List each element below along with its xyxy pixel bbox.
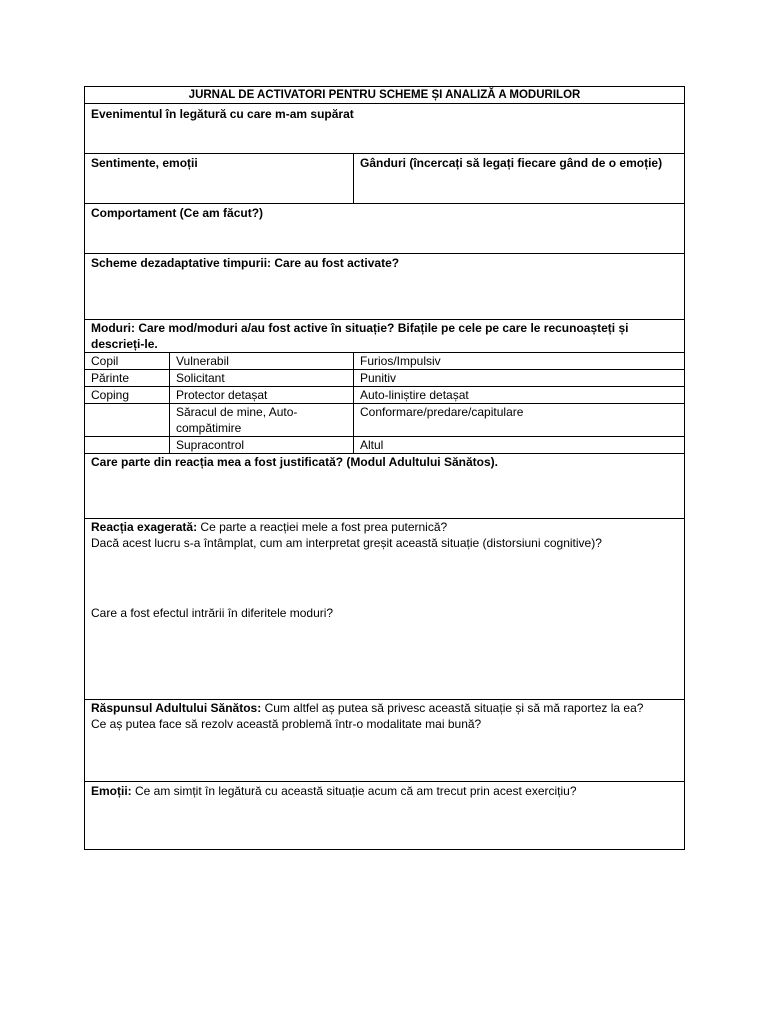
event-label: Evenimentul în legătură cu care m-am supărat: [91, 107, 354, 121]
thoughts-label: Gânduri (încercați să legați fiecare gând de o emoție): [360, 156, 663, 170]
behavior-label: Comportament (Ce am făcut?): [91, 206, 264, 220]
mode-option[interactable]: Auto-liniștire detașat: [354, 387, 685, 404]
emotions-label: Emoții:: [91, 784, 132, 798]
healthy-adult-label: Răspunsul Adultului Sănătos:: [91, 701, 262, 715]
healthy-adult-question-1: Cum altfel aș putea să privesc această situație și să mă raportez la ea?: [261, 701, 644, 715]
behavior-field[interactable]: [85, 204, 685, 254]
thoughts-field[interactable]: [354, 154, 685, 204]
exaggerated-question-2: Dacă acest lucru s-a întâmplat, cum am interpretat greșit această situație (distorsiuni cognitive)?: [91, 536, 602, 550]
schemas-label: Scheme dezadaptative timpurii: Care au fost activate?: [91, 256, 400, 270]
mode-category: Coping: [85, 387, 170, 404]
event-field[interactable]: [85, 104, 685, 154]
mode-option[interactable]: Conformare/predare/capitulare: [354, 404, 685, 437]
justified-label: Care parte din reacția mea a fost justificată? (Modul Adultului Sănătos).: [91, 455, 498, 469]
justified-field[interactable]: [85, 454, 685, 519]
modes-question: Moduri: Care mod/moduri a/au fost active în situație? Bifațile pe cele pe care le recunoașteți și descrieți-le.: [85, 320, 685, 353]
exaggerated-label: Reacția exagerată:: [91, 520, 198, 534]
mode-category: [85, 437, 170, 454]
mode-option[interactable]: Vulnerabil: [170, 353, 354, 370]
exaggerated-reaction-field[interactable]: [85, 519, 685, 700]
mode-option[interactable]: Supracontrol: [170, 437, 354, 454]
emotions-question: Ce am simțit în legătură cu această situație acum că am trecut prin acest exercițiu?: [131, 784, 577, 798]
mode-option[interactable]: Săracul de mine, Auto-compătimire: [170, 404, 354, 437]
mode-option[interactable]: Solicitant: [170, 370, 354, 387]
healthy-adult-question-2: Ce aș putea face să rezolv această problemă într-o modalitate mai bună?: [91, 717, 482, 731]
modes-effect-question: Care a fost efectul intrării în diferitele moduri?: [91, 606, 334, 620]
mode-option[interactable]: Altul: [354, 437, 685, 454]
emotions-field[interactable]: [85, 782, 685, 850]
schemas-field[interactable]: [85, 254, 685, 320]
mode-category: Copil: [85, 353, 170, 370]
mode-category: Părinte: [85, 370, 170, 387]
form-title: JURNAL DE ACTIVATORI PENTRU SCHEME ȘI ANALIZĂ A MODURILOR: [85, 87, 685, 104]
schema-journal-form: [84, 86, 685, 850]
feelings-label: Sentimente, emoții: [91, 156, 198, 170]
mode-option[interactable]: Furios/Impulsiv: [354, 353, 685, 370]
mode-category: [85, 404, 170, 437]
healthy-adult-field[interactable]: [85, 700, 685, 782]
mode-option[interactable]: Protector detașat: [170, 387, 354, 404]
feelings-field[interactable]: [85, 154, 354, 204]
exaggerated-question-1: Ce parte a reacției mele a fost prea puternică?: [197, 520, 448, 534]
mode-option[interactable]: Punitiv: [354, 370, 685, 387]
